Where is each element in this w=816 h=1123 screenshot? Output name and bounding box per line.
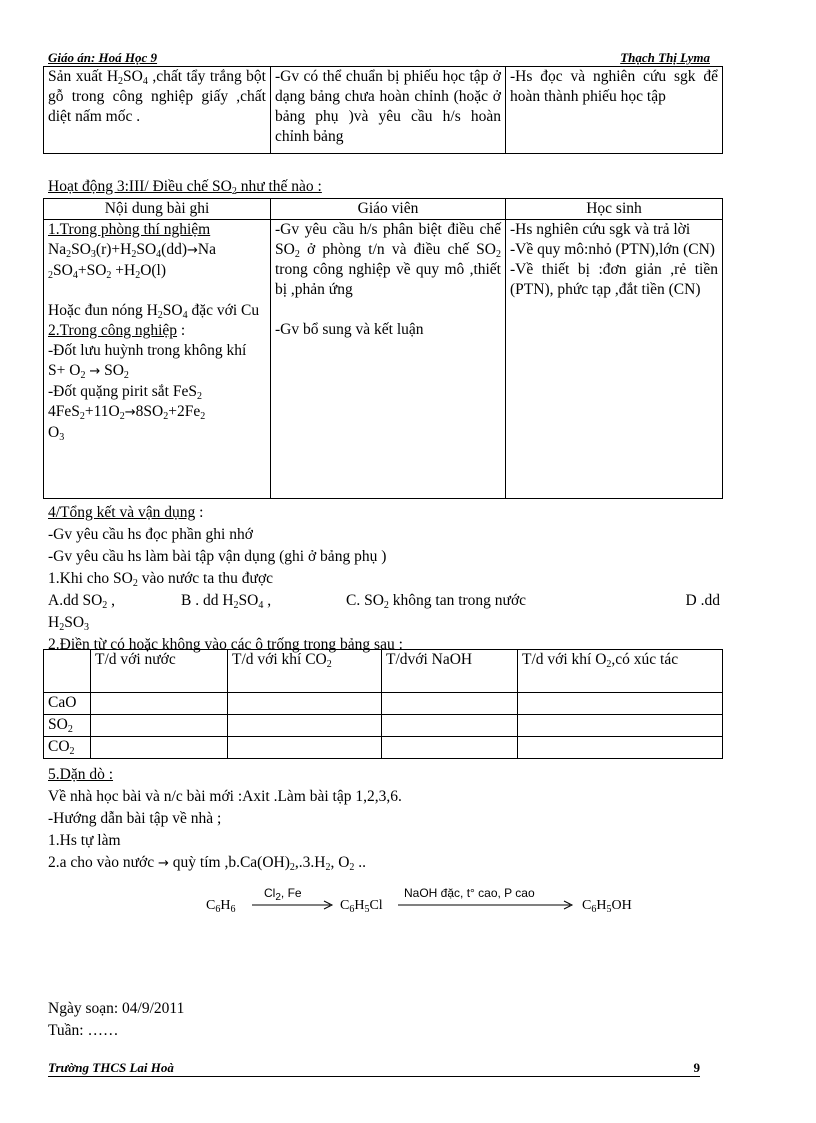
- question-1-options: [48, 590, 720, 612]
- fill-cell: [518, 737, 723, 759]
- industry-step-2: -Đốt quặng pirit sắt FeS$_2$: [48, 383, 202, 402]
- top-table: [43, 66, 723, 154]
- col-header-teacher: Giáo viên: [271, 199, 506, 220]
- fill-row-label: $CO_2$: [44, 737, 91, 759]
- option-a: A.dd $SO_2$ ,: [48, 592, 116, 611]
- teacher-cell: [271, 220, 506, 499]
- fill-corner-cell: [44, 650, 91, 693]
- option-d-cont: $H_2SO_3$: [48, 614, 90, 633]
- teacher-task-2: -Gv bổ sung và kết luận: [275, 321, 424, 338]
- homework-line-3: 1.Hs tự làm: [48, 832, 121, 849]
- option-d: D .dd: [685, 592, 720, 609]
- fill-row-label: CaO: [44, 693, 91, 715]
- student-task-3: -Về thiết bị :đơn giản ,rẻ tiền (PTN), phức tạp ,đắt tiền (CN): [510, 261, 718, 298]
- industry-equation-2: $4FeS_2+11O_2\to 8SO_2+2Fe_2$: [48, 403, 206, 422]
- page-number: 9: [693, 1060, 700, 1075]
- top-cell-teacher: -Gv có thể chuẩn bị phiếu học tập ở dạng bảng chưa hoàn chỉnh (hoặc ở bảng phụ )và yêu cầu h/s hoàn chỉnh bảng: [271, 67, 506, 154]
- summary-title: 4/Tổng kết và vận dụng :: [48, 504, 204, 521]
- industry-title: 2.Trong công nghiệp :: [48, 322, 186, 339]
- industry-equation-1: $S+ O_2 \to SO_2$: [48, 362, 129, 381]
- fill-in-table: [43, 649, 723, 759]
- header-right: Thạch Thị Lyma: [620, 50, 710, 65]
- industry-equation-2-cont: $O_3$: [48, 424, 65, 443]
- activity3-title: Hoạt động 3:III/ Điều chế $SO_2$ như thế nào :: [48, 178, 322, 197]
- scheme-reagent-2: NaOH đặc, t° cao, P cao: [404, 886, 535, 900]
- teacher-task-1: -Gv yêu cầu h/s phân biệt điều chế $SO_2$ ở phòng t/n và điều chế $SO_2$ trong công nghiệp về quy mô ,thiết bị ,phản ứng: [275, 221, 501, 298]
- scheme-arrow-2-icon: [398, 900, 576, 910]
- footer-school: Trường THCS Lai Hoà: [48, 1060, 174, 1075]
- fill-header-co2: T/d với khí $CO_2$: [228, 650, 382, 693]
- prep-date: Ngày soạn: 04/9/2011: [48, 1000, 185, 1017]
- scheme-arrow-1-icon: [252, 900, 336, 910]
- fill-cell: [228, 715, 382, 737]
- reaction-arrow-icon: →: [89, 364, 101, 379]
- fill-cell: [518, 693, 723, 715]
- fill-cell: [518, 715, 723, 737]
- lab-alternative: Hoặc đun nóng $H_2SO_4$ đặc với Cu: [48, 302, 260, 321]
- reaction-scheme: [200, 886, 650, 926]
- fill-row-label: $SO_2$: [44, 715, 91, 737]
- week: Tuần: ……: [48, 1022, 119, 1039]
- fill-cell: [91, 737, 228, 759]
- fill-cell: [91, 693, 228, 715]
- fill-header-o2: T/d với khí $O_2,có$ xúc tác: [518, 650, 723, 693]
- fill-cell: [382, 693, 518, 715]
- col-header-student: Học sinh: [506, 199, 723, 220]
- lab-title: 1.Trong phòng thí nghiệm: [48, 221, 211, 238]
- top-cell-content: Sản xuất $H_2SO_4$ ,chất tẩy trắng bột gỗ trong công nghiệp giấy ,chất diệt nấm mốc .: [44, 67, 271, 154]
- top-cell-student: -Hs đọc và nghiên cứu sgk để hoàn thành phiếu học tập: [506, 67, 723, 154]
- homework-line-4: 2.a cho vào nước → quỳ tím $,b.Ca(OH)_2,.3.H_2$, $O_2$ ..: [48, 854, 367, 873]
- option-c: C. $SO_2$ không tan trong nước: [346, 592, 527, 611]
- homework-section: [48, 764, 720, 875]
- fill-header-water: T/d với nước: [91, 650, 228, 693]
- reaction-arrow-icon: →: [186, 243, 198, 258]
- fill-header-naoh: T/dvới NaOH: [382, 650, 518, 693]
- lesson-info: [48, 998, 184, 1042]
- fill-cell: [382, 737, 518, 759]
- header-left: Giáo án: Hoá Học 9: [48, 50, 158, 65]
- fill-cell: [382, 715, 518, 737]
- summary-line-2: -Gv yêu cầu hs làm bài tập vận dụng (ghi ở bảng phụ ): [48, 548, 387, 565]
- fill-cell: [228, 693, 382, 715]
- lab-equation-1: $Na_2SO_3(r)+H_2SO_4(dd)\to Na$: [48, 241, 216, 260]
- page-footer: [48, 1060, 700, 1077]
- homework-line-1: Về nhà học bài và n/c bài mới :Axit .Làm bài tập 1,2,3,6.: [48, 788, 402, 805]
- reaction-arrow-icon: →: [158, 856, 169, 871]
- question-2: 2.Điền từ có hoặc không vào các ô trống trong bảng sau :: [48, 636, 403, 653]
- student-cell: [506, 220, 723, 499]
- homework-title: 5.Dặn dò :: [48, 766, 114, 783]
- col-header-content: Nội dung bài ghi: [44, 199, 271, 220]
- page-header: [48, 50, 712, 67]
- option-b: B . dd $H_2SO_4$ ,: [181, 592, 272, 611]
- scheme-chlorobenzene: $C_6H_5Cl$: [340, 898, 383, 915]
- preparation-table: [43, 198, 723, 499]
- content-cell: [44, 220, 271, 499]
- scheme-benzene: $C_6H_6$: [206, 898, 236, 915]
- fill-cell: [228, 737, 382, 759]
- summary-section: [48, 502, 720, 656]
- industry-step-1: -Đốt lưu huỳnh trong không khí: [48, 342, 247, 359]
- student-task-2: -Về quy mô:nhỏ (PTN),lớn (CN): [510, 241, 715, 258]
- reaction-arrow-icon: →: [124, 405, 136, 420]
- question-1: 1.Khi cho $SO_2$ vào nước ta thu được: [48, 570, 274, 589]
- summary-line-1: -Gv yêu cầu hs đọc phần ghi nhớ: [48, 526, 253, 543]
- scheme-reagent-1: $Cl_2$, Fe: [264, 886, 302, 903]
- fill-cell: [91, 715, 228, 737]
- scheme-phenol: $C_6H_5OH$: [582, 898, 632, 915]
- lab-equation-2: $_2SO_4+SO_2 +H_2O(l)$: [48, 262, 167, 281]
- homework-line-2: -Hướng dẫn bài tập về nhà ;: [48, 810, 222, 827]
- student-task-1: -Hs nghiên cứu sgk và trả lời: [510, 221, 691, 238]
